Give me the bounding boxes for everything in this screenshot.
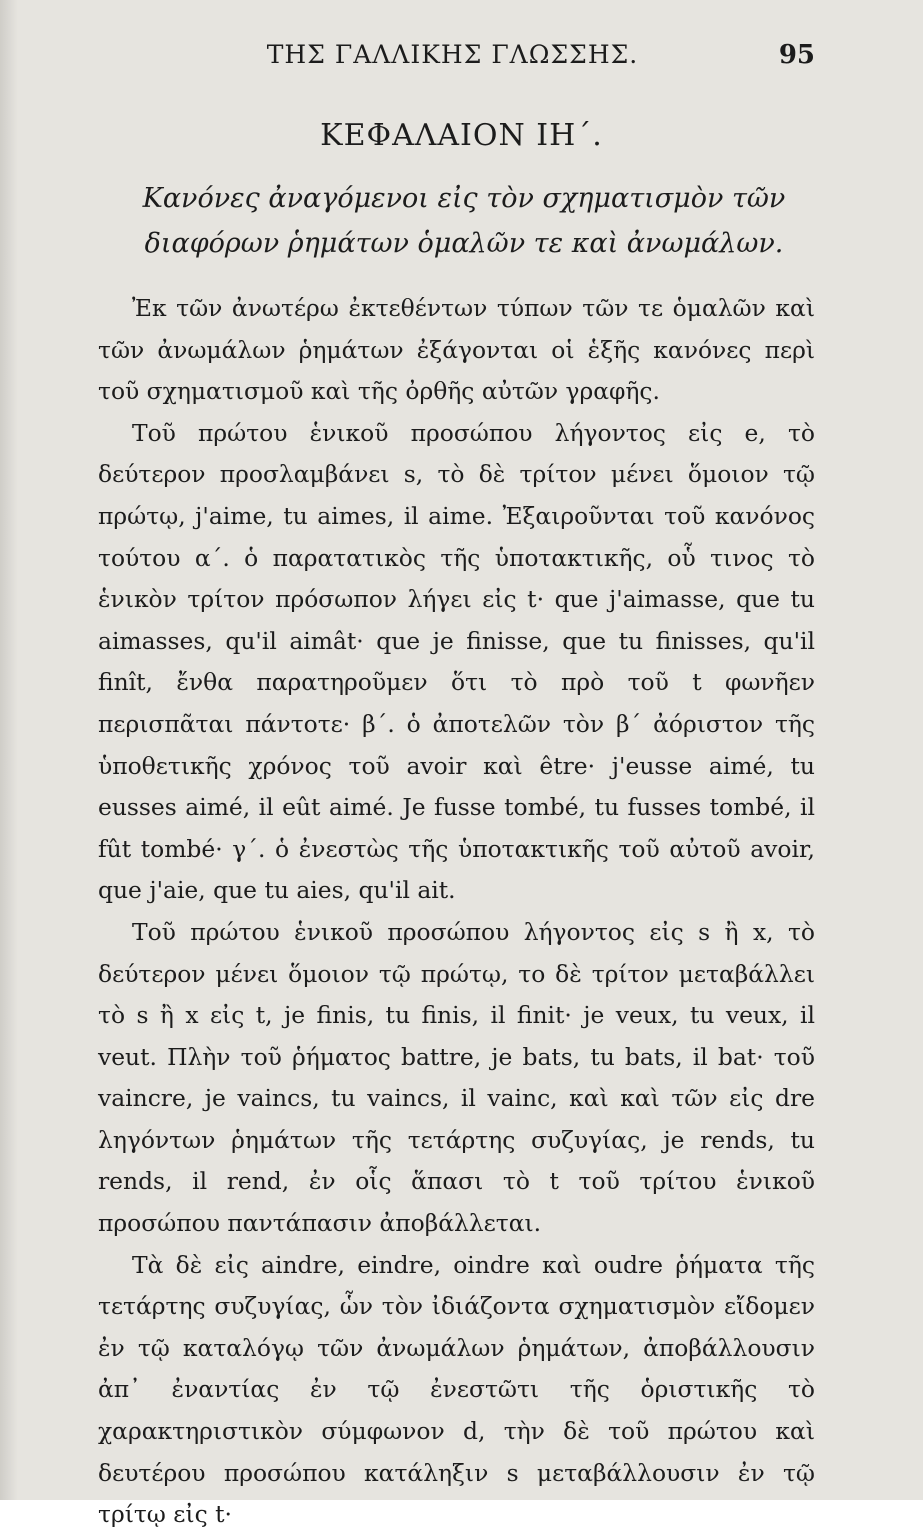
paragraph-2: Τοῦ πρώτου ἑνικοῦ προσώπου λήγοντος εἰς e, τὸ δεύτερον προσλαμβάνει s, τὸ δὲ τρίτον μένει ὅμοιον τῷ πρώτῳ, j'aime, tu aimes, il aime. Ἐξαιροῦνται τοῦ κανόνος τούτου α΄. ὁ παρατατικὸς τῆς ὑποτακτικῆς, οὗ τινος τὸ ἑνικὸν τρίτον πρόσωπον λήγει εἰς t· que j'aimasse, que tu aimasses, qu'il aimât· que je finisse, que tu finisses, qu'il finît, ἔνθα παρατηροῦμεν ὅτι τὸ πρὸ τοῦ t φωνῆεν περισπᾶται πάντοτε· β΄. ὁ ἀποτελῶν τὸν β΄ ἀόριστον τῆς ὑποθετικῆς χρόνος τοῦ avoir καὶ être· j'eusse aimé, tu eusses aimé, il eût aimé. Je fusse tombé, tu fusses tombé, il fût tombé· γ΄. ὁ ἐνεστὼς τῆς ὑποτακτικῆς τοῦ αὐτοῦ avoir, que j'aie, que tu aies, qu'il ait. <box>98 418 815 905</box>
chapter-subtitle: Κανόνες ἀναγόμενοι εἰς τὸν σχηματισμὸν τῶν διαφόρων ῥημάτων ὁμαλῶν τε καὶ ἀνωμάλων. <box>142 183 786 259</box>
page-edge-shadow <box>0 0 18 1500</box>
page-number: 95 <box>778 40 815 70</box>
paragraph-4: Τὰ δὲ εἰς aindre, eindre, oindre καὶ oudre ῥήματα τῆς τετάρτης συζυγίας, ὧν τὸν ἰδιάζοντα σχηματισμὸν εἴδομεν ἐν τῷ καταλόγῳ τῶν ἀνωμάλων ῥημάτων, ἀποβάλλουσιν ἀπ᾽ ἐναντίας ἐν τῷ ἐνεστῶτι τῆς ὁριστικῆς τὸ χαρακτηριστικὸν σύμφωνον d, τὴν δὲ τοῦ πρώτου καὶ δευτέρου προσώπου κατάληξιν s μεταβάλλουσιν ἐν τῷ τρίτῳ εἰς t· <box>98 1250 815 1529</box>
chapter-title: ΚΕΦΑΛΑΙΟΝ ΙΗ΄. <box>320 118 603 153</box>
body-text <box>98 288 815 1536</box>
running-header: ΤΗΣ ΓΑΛΛΙΚΗΣ ΓΛΩΣΣΗΣ. <box>266 40 639 69</box>
paragraph-3: Τοῦ πρώτου ἑνικοῦ προσώπου λήγοντος εἰς s ἢ x, τὸ δεύτερον μένει ὅμοιον τῷ πρώτῳ, το δὲ τρίτον μεταβάλλει τὸ s ἢ x εἰς t, je finis, tu finis, il finit· je veux, tu veux, il veut. Πλὴν τοῦ ῥήματος battre, je bats, tu bats, il bat· τοῦ vaincre, je vaincs, tu vaincs, il vainc, καὶ καὶ τῶν εἰς dre ληγόντων ῥημάτων τῆς τετάρτης συζυγίας, je rends, tu rends, il rend, ἐν οἷς ἅπασι τὸ t τοῦ τρίτου ἑνικοῦ προσώπου παντάπασιν ἀποβάλλεται. <box>98 917 815 1238</box>
paragraph-1: Ἐκ τῶν ἀνωτέρω ἐκτεθέντων τύπων τῶν τε ὁμαλῶν καὶ τῶν ἀνωμάλων ῥημάτων ἐξάγονται οἱ ἑξῆς κανόνες περὶ τοῦ σχηματισμοῦ καὶ τῆς ὀρθῆς αὐτῶν γραφῆς. <box>98 294 815 406</box>
